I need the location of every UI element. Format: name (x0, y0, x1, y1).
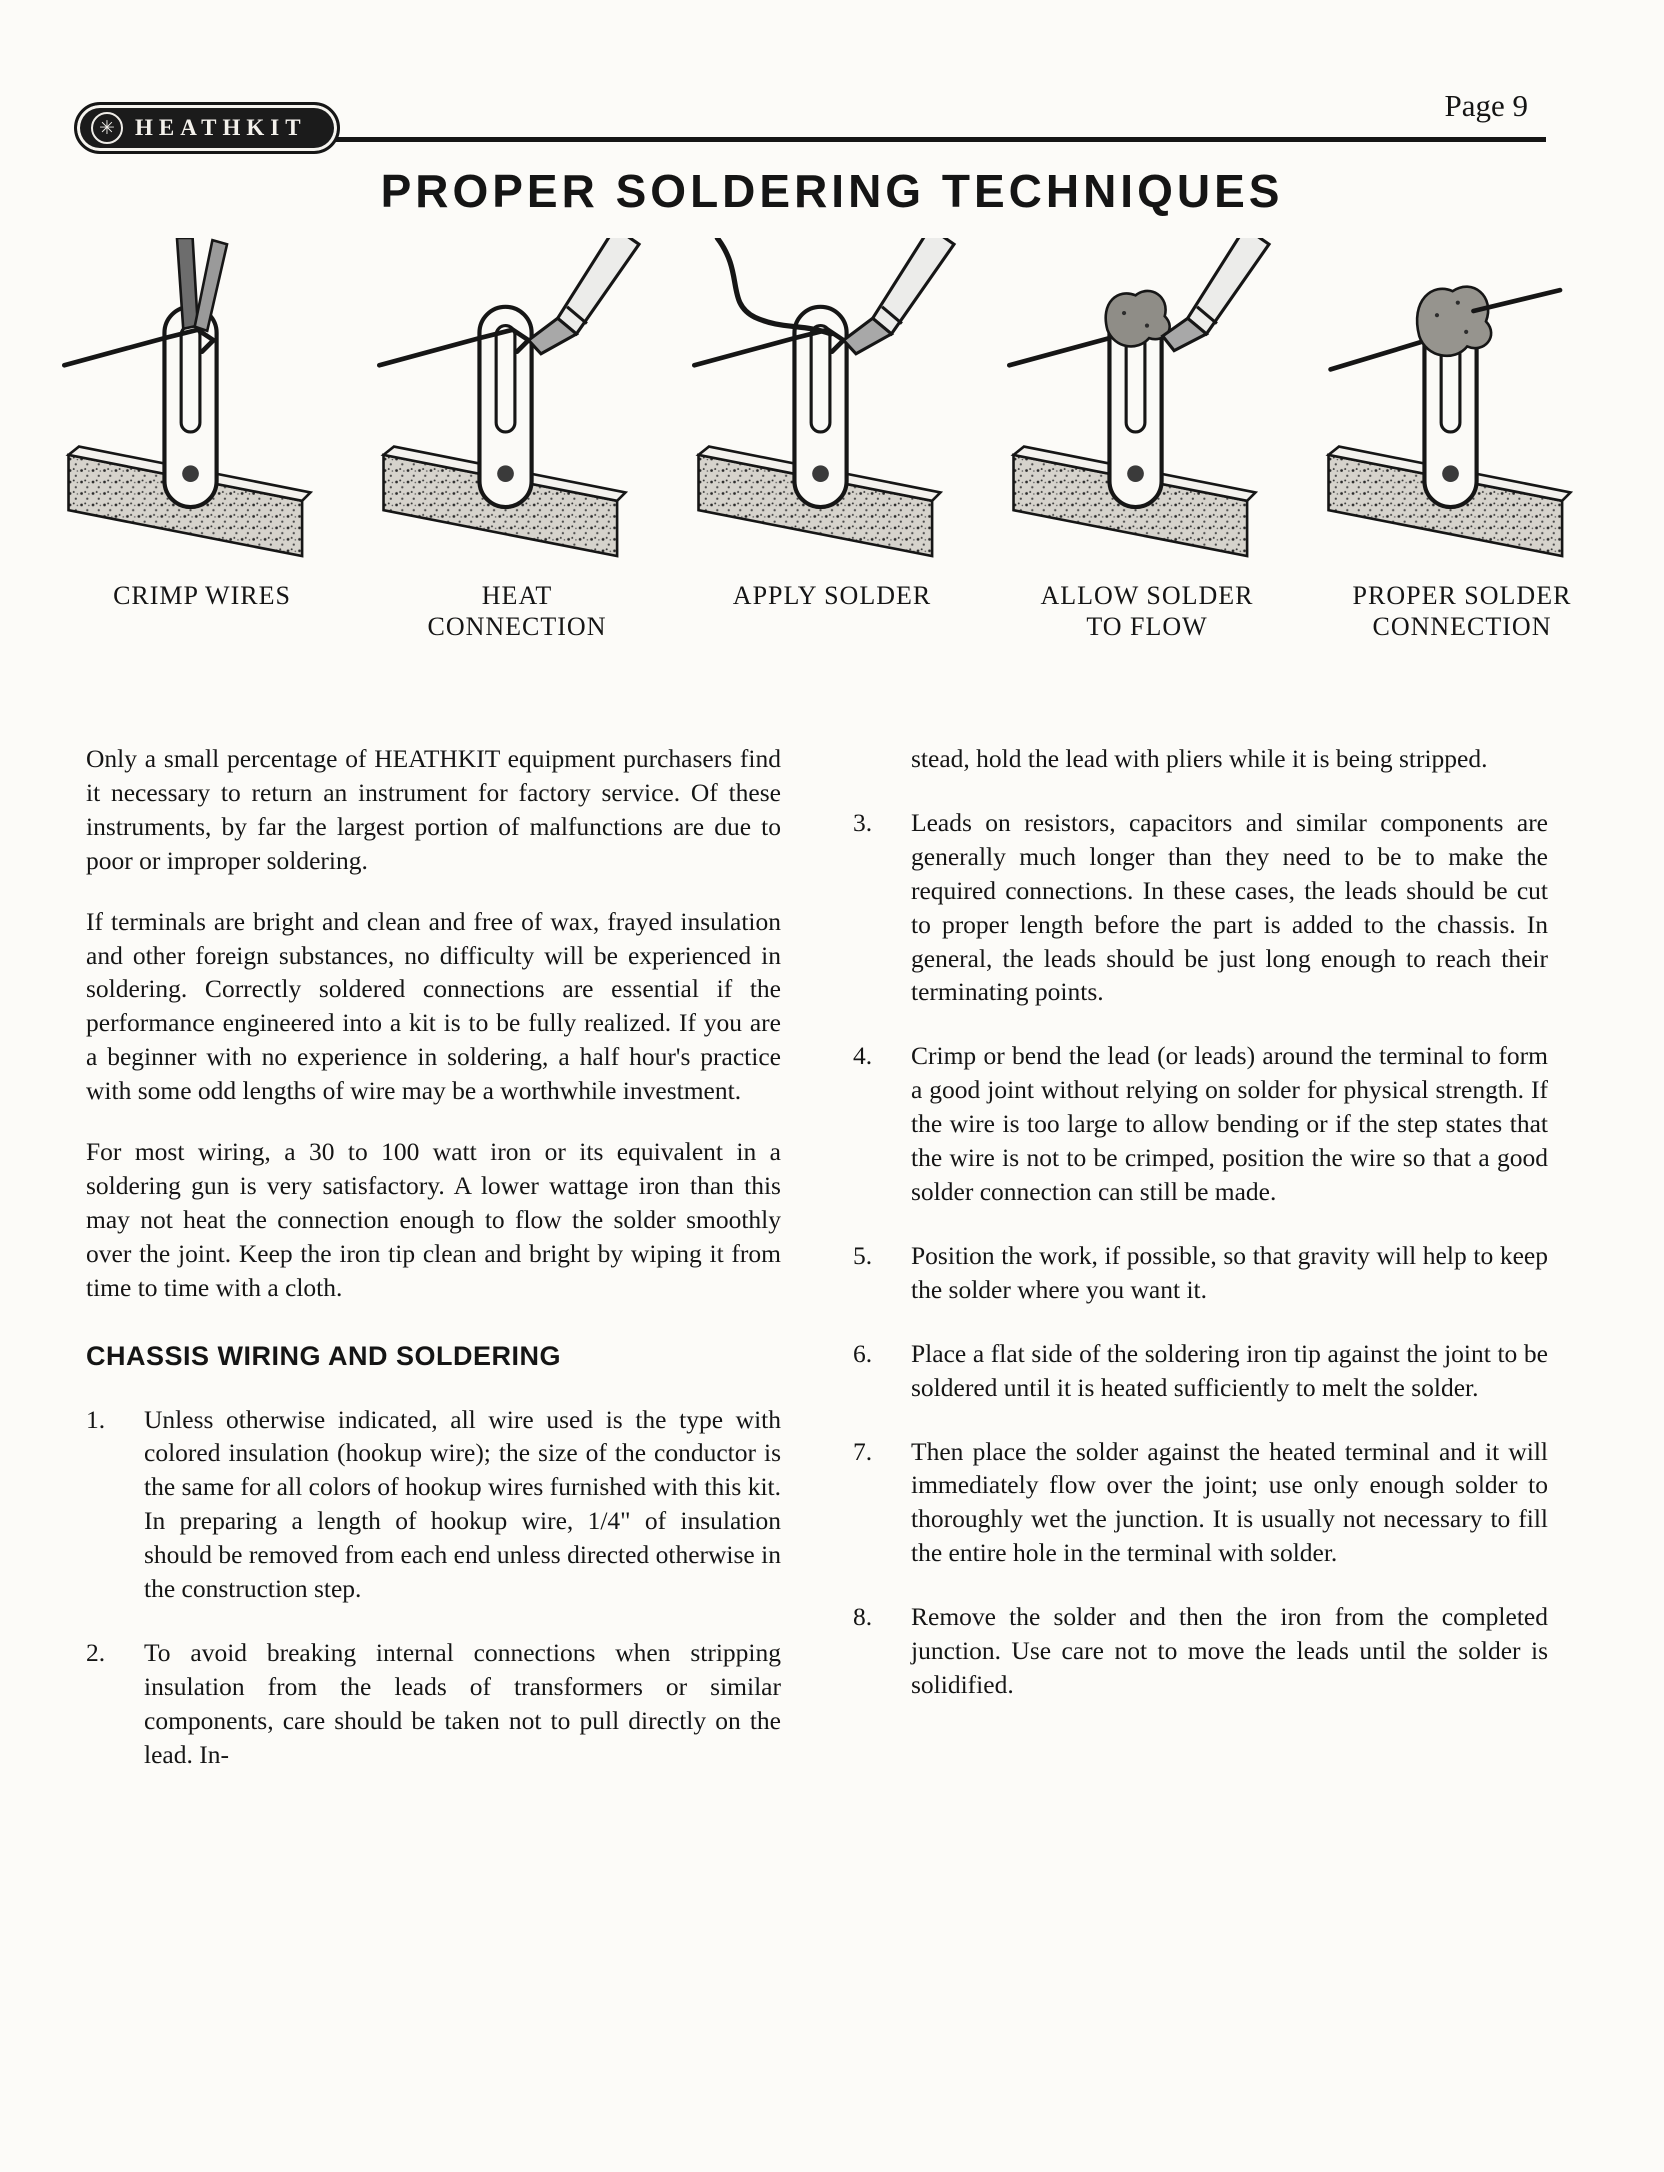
lug-hole (812, 465, 829, 482)
list-item-number: 1. (86, 1404, 106, 1434)
intro-paragraph: Only a small percentage of HEATHKIT equipment purchasers find it necessary to return an instrument for factory service. Of these instruments, by far the largest portion of malfunctions are due to poor or improper soldering. (86, 744, 781, 875)
right-column (853, 742, 1548, 1802)
pliers-jaw-right (195, 240, 227, 331)
continuation-paragraph: stead, hold the lead with pliers while it is being stripped. (911, 744, 1488, 773)
lug-slot (811, 326, 830, 432)
figure-allow-solder-to-flow (997, 238, 1297, 643)
heathkit-logo-text: HEATHKIT (135, 115, 307, 140)
list-item-number: 7. (853, 1436, 873, 1466)
list-item (853, 1600, 1548, 1702)
figure-proper-solder-connection (1312, 238, 1612, 643)
figure-apply-solder (682, 238, 982, 643)
list-item (86, 1403, 781, 1606)
figure-caption: ALLOW SOLDER TO FLOW (1040, 580, 1254, 642)
solder-joint (1417, 287, 1491, 356)
list-item-text: Place a flat side of the soldering iron tip against the joint to be soldered until it is heated sufficiently to melt the solder. (911, 1338, 1548, 1402)
left-column (86, 742, 781, 1802)
heat-connection-illustration-icon (371, 238, 663, 572)
soldering-iron-shaft (873, 238, 954, 334)
figure-caption: HEAT CONNECTION (427, 580, 607, 642)
list-item-number: 4. (853, 1041, 873, 1071)
lug-hole (497, 465, 514, 482)
solder-blob (1106, 291, 1170, 346)
crimp-wires-illustration-icon (56, 238, 348, 572)
lug-hole (1127, 465, 1144, 482)
apply-solder-illustration-icon (686, 238, 978, 572)
heathkit-emblem-icon: ✳ (91, 112, 123, 144)
soldering-iron-shaft (1188, 238, 1269, 334)
list-item (853, 806, 1548, 1009)
list-item-text: Crimp or bend the lead (or leads) around the terminal to form a good joint without relying on solder for physical strength. If the wire is too large to allow bending or if the step states that the wire is not to be crimped, position the wire so that a good solder connection can still be made. (911, 1041, 1548, 1206)
figure-caption: PROPER SOLDER CONNECTION (1352, 580, 1572, 642)
intro-paragraph: For most wiring, a 30 to 100 watt iron or its equivalent in a soldering gun is very satisfactory. A lower wattage iron than this may not heat the connection enough to flow the solder smoothly over the joint. Keep the iron tip clean and bright by wiping it from time to time with a cloth. (86, 1137, 781, 1302)
list-item (853, 1435, 1548, 1571)
list-item-number: 6. (853, 1338, 873, 1368)
list-item-text: Leads on resistors, capacitors and similar components are generally much longer than they need to be to make the required connections. In these cases, the leads should be cut to proper length before the part is added to the chassis. In general, the leads should be just long enough to reach their terminating points. (911, 807, 1548, 1007)
lug-slot (496, 326, 515, 432)
lead-wire (1009, 338, 1109, 365)
list-item-text: To avoid breaking internal connections when stripping insulation from the leads of transformers or similar components, care should be taken not to pull directly on the lead. In- (144, 1637, 781, 1769)
page-title: PROPER SOLDERING TECHNIQUES (380, 165, 1284, 217)
list-item-number: 2. (86, 1637, 106, 1667)
list-item (853, 1337, 1548, 1405)
lug-hole (182, 465, 199, 482)
lug-hole (1442, 465, 1459, 482)
list-item-text: Then place the solder against the heated terminal and it will immediately flow over the joint; use only enough solder to thoroughly wet the junction. It is usually not necessary to fill the entire hole in the terminal with solder. (911, 1436, 1548, 1568)
allow-solder-to-flow-illustration-icon (1001, 238, 1293, 572)
intro-paragraph: If terminals are bright and clean and free of wax, frayed insulation and other foreign substances, no difficulty will be experienced in soldering. Correctly soldered connections are essential if the performance engineered into a kit is to be fully realized. If you are a beginner with no experience in soldering, a half hour's practice with some odd lengths of wire may be a worthwhile investment. (86, 906, 781, 1106)
figure-caption: APPLY SOLDER (732, 580, 932, 610)
figure-crimp-wires (52, 238, 352, 643)
section-heading: CHASSIS WIRING AND SOLDERING (86, 1340, 562, 1371)
figure-caption: CRIMP WIRES (113, 580, 291, 610)
heathkit-logo (74, 102, 340, 154)
list-item-text: Unless otherwise indicated, all wire used is the type with colored insulation (hookup wire); the size of the conductor is the same for all colors of hookup wires furnished with this kit. In preparing a length of hookup wire, 1/4" of insulation should be removed from each end unless directed otherwise in the construction step. (144, 1404, 781, 1604)
list-item-text: Remove the solder and then the iron from the completed junction. Use care not to move the leads until the solder is solidified. (911, 1602, 1548, 1699)
figure-heat-connection (367, 238, 667, 643)
soldering-steps-figure-row (52, 238, 1612, 643)
soldering-iron-shaft (558, 238, 639, 334)
list-item (853, 1239, 1548, 1307)
lug-slot (181, 326, 200, 432)
list-item-number: 8. (853, 1602, 873, 1632)
list-item-number: 5. (853, 1240, 873, 1270)
list-item-number: 3. (853, 807, 873, 837)
list-item (853, 1039, 1548, 1209)
list-item-text: Position the work, if possible, so that gravity will help to keep the solder where you want it. (911, 1240, 1548, 1304)
list-item (86, 1636, 781, 1772)
body-text (86, 742, 1548, 1802)
page-number: Page 9 (1444, 88, 1528, 123)
proper-solder-connection-illustration-icon (1316, 238, 1608, 572)
lead-wire-left (1331, 342, 1421, 369)
